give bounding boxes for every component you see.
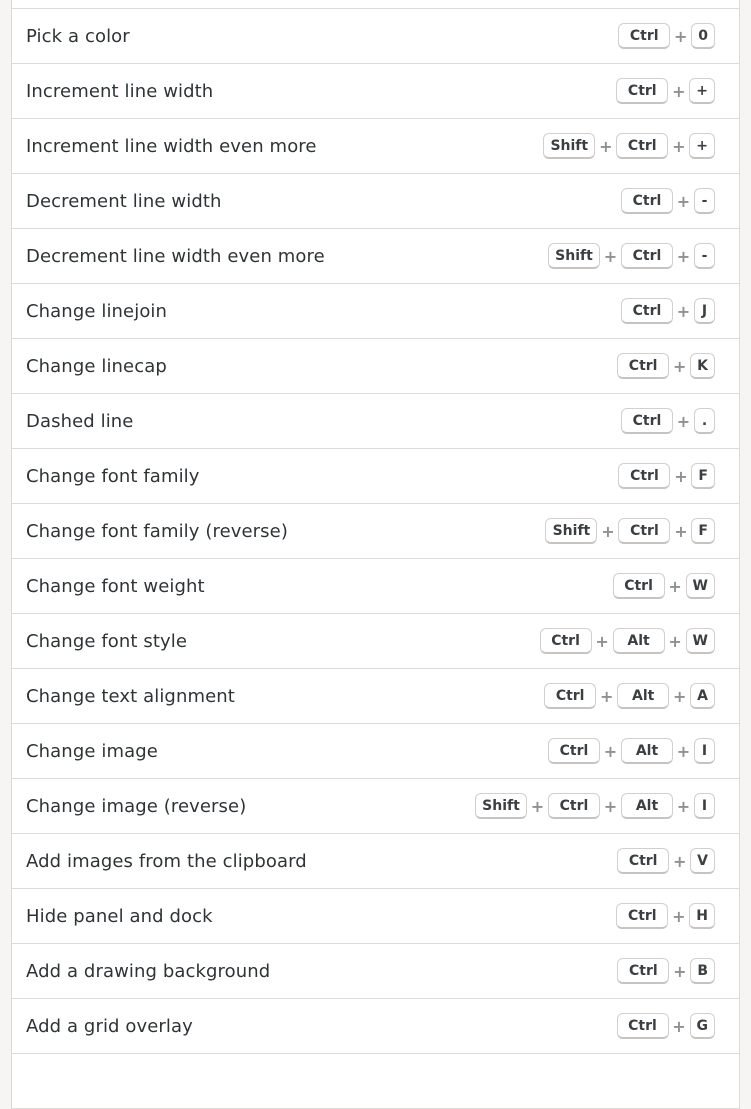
shortcut-label: Dashed line (26, 410, 134, 432)
shortcut-row (12, 0, 739, 9)
keycap: Ctrl (621, 188, 673, 214)
keycap: Ctrl (548, 793, 600, 819)
shortcut-row (12, 504, 739, 559)
shortcut-keys (621, 408, 715, 434)
shortcut-keys (617, 353, 715, 379)
keycap: Shift (543, 133, 595, 159)
plus-separator: + (672, 81, 686, 101)
keycap: Ctrl (548, 738, 600, 764)
keycap: B (690, 958, 715, 984)
keycap: Ctrl (618, 23, 670, 49)
shortcut-row (12, 119, 739, 174)
shortcut-keys (618, 23, 715, 49)
shortcut-label: Decrement line width (26, 190, 222, 212)
shortcut-row (12, 724, 739, 779)
shortcut-keys (621, 188, 715, 214)
shortcut-label: Change linecap (26, 355, 167, 377)
keycap: Shift (475, 793, 527, 819)
keycap: Ctrl (621, 298, 673, 324)
shortcut-keys (617, 958, 715, 984)
plus-separator: + (674, 521, 688, 541)
keycap: Ctrl (616, 903, 668, 929)
keycap: Ctrl (621, 243, 673, 269)
keycap: Ctrl (616, 133, 668, 159)
keycap: Alt (613, 628, 665, 654)
keycap: Ctrl (618, 518, 670, 544)
keycap: + (689, 133, 715, 159)
keycap: - (694, 243, 715, 269)
plus-separator: + (595, 631, 609, 651)
plus-separator: + (676, 191, 691, 211)
plus-separator: + (672, 1016, 686, 1036)
shortcut-label: Pick a color (26, 25, 130, 47)
plus-separator: + (599, 136, 613, 156)
keycap: + (689, 78, 715, 104)
shortcut-label: Change font family (26, 465, 200, 487)
shortcut-keys (621, 298, 715, 324)
plus-separator: + (599, 686, 614, 706)
shortcut-row (12, 614, 739, 669)
shortcut-keys (613, 573, 715, 599)
shortcut-row (12, 449, 739, 504)
keycap: Ctrl (618, 463, 670, 489)
shortcut-label: Add a drawing background (26, 960, 271, 982)
shortcut-label: Change font weight (26, 575, 205, 597)
keycap: K (690, 353, 715, 379)
shortcut-row (12, 779, 739, 834)
shortcut-label: Change image (reverse) (26, 795, 247, 817)
shortcut-label: Add images from the clipboard (26, 850, 307, 872)
plus-separator: + (668, 631, 682, 651)
shortcut-keys (544, 683, 715, 709)
plus-separator: + (603, 741, 618, 761)
keycap: V (690, 848, 715, 874)
shortcut-row (12, 559, 739, 614)
keycap: H (689, 903, 715, 929)
shortcut-row (12, 889, 739, 944)
keycap: A (690, 683, 715, 709)
shortcut-keys (543, 133, 715, 159)
keycap: Alt (621, 793, 673, 819)
shortcut-label: Increment line width (26, 80, 214, 102)
shortcut-label: Change font family (reverse) (26, 520, 288, 542)
plus-separator: + (672, 906, 686, 926)
plus-separator: + (672, 686, 687, 706)
keycap: W (686, 573, 715, 599)
shortcut-label: Change linejoin (26, 300, 168, 322)
plus-separator: + (674, 26, 688, 46)
plus-separator: + (603, 246, 618, 266)
keycap: I (694, 793, 715, 819)
keycap: Ctrl (613, 573, 665, 599)
keycap: Ctrl (617, 1013, 669, 1039)
keycap: J (694, 298, 715, 324)
keycap: Ctrl (617, 958, 669, 984)
plus-separator: + (676, 411, 691, 431)
shortcut-row (12, 999, 739, 1054)
plus-separator: + (601, 521, 615, 541)
shortcut-keys (617, 848, 715, 874)
shortcut-keys (548, 243, 715, 269)
keycap: Ctrl (621, 408, 673, 434)
keycap: Alt (617, 683, 669, 709)
plus-separator: + (603, 796, 618, 816)
shortcut-row (12, 944, 739, 999)
shortcut-row (12, 1054, 739, 1109)
shortcut-keys (475, 793, 715, 819)
shortcut-row (12, 64, 739, 119)
keycap: Ctrl (617, 848, 669, 874)
plus-separator: + (674, 466, 688, 486)
keycap: . (694, 408, 715, 434)
shortcut-row (12, 174, 739, 229)
keycap: Alt (621, 738, 673, 764)
shortcut-label: Change text alignment (26, 685, 235, 707)
shortcut-row (12, 284, 739, 339)
plus-separator: + (676, 796, 691, 816)
shortcut-label: Change image (26, 740, 158, 762)
shortcut-keys (618, 463, 715, 489)
shortcut-row (12, 229, 739, 284)
shortcut-row (12, 834, 739, 889)
shortcut-keys (617, 1013, 716, 1039)
keycap: I (694, 738, 715, 764)
shortcut-row (12, 394, 739, 449)
shortcut-keys (616, 903, 715, 929)
shortcut-row (12, 9, 739, 64)
plus-separator: + (676, 301, 691, 321)
keycap: - (694, 188, 715, 214)
plus-separator: + (668, 576, 682, 596)
shortcut-label: Hide panel and dock (26, 905, 213, 927)
plus-separator: + (672, 136, 686, 156)
keycap: W (686, 628, 715, 654)
shortcut-keys (545, 518, 715, 544)
shortcut-keys (548, 738, 715, 764)
keycap: 0 (691, 23, 715, 49)
plus-separator: + (672, 356, 687, 376)
shortcut-keys (616, 78, 715, 104)
plus-separator: + (672, 851, 687, 871)
shortcut-row (12, 339, 739, 394)
keycap: F (691, 463, 715, 489)
shortcut-keys (540, 628, 715, 654)
shortcut-label: Increment line width even more (26, 135, 317, 157)
shortcut-label: Decrement line width even more (26, 245, 325, 267)
keycap: Ctrl (617, 353, 669, 379)
plus-separator: + (673, 961, 687, 981)
keycap: Shift (548, 243, 600, 269)
keycap: Ctrl (540, 628, 592, 654)
shortcut-label: Add a grid overlay (26, 1015, 193, 1037)
shortcut-row (12, 669, 739, 724)
keycap: Ctrl (544, 683, 596, 709)
keycap: G (690, 1013, 716, 1039)
keycap: Ctrl (616, 78, 668, 104)
plus-separator: + (676, 246, 691, 266)
keycap: Shift (545, 518, 597, 544)
shortcuts-list (11, 0, 740, 1109)
shortcut-label: Change font style (26, 630, 188, 652)
plus-separator: + (530, 796, 545, 816)
plus-separator: + (676, 741, 691, 761)
keycap: F (691, 518, 715, 544)
